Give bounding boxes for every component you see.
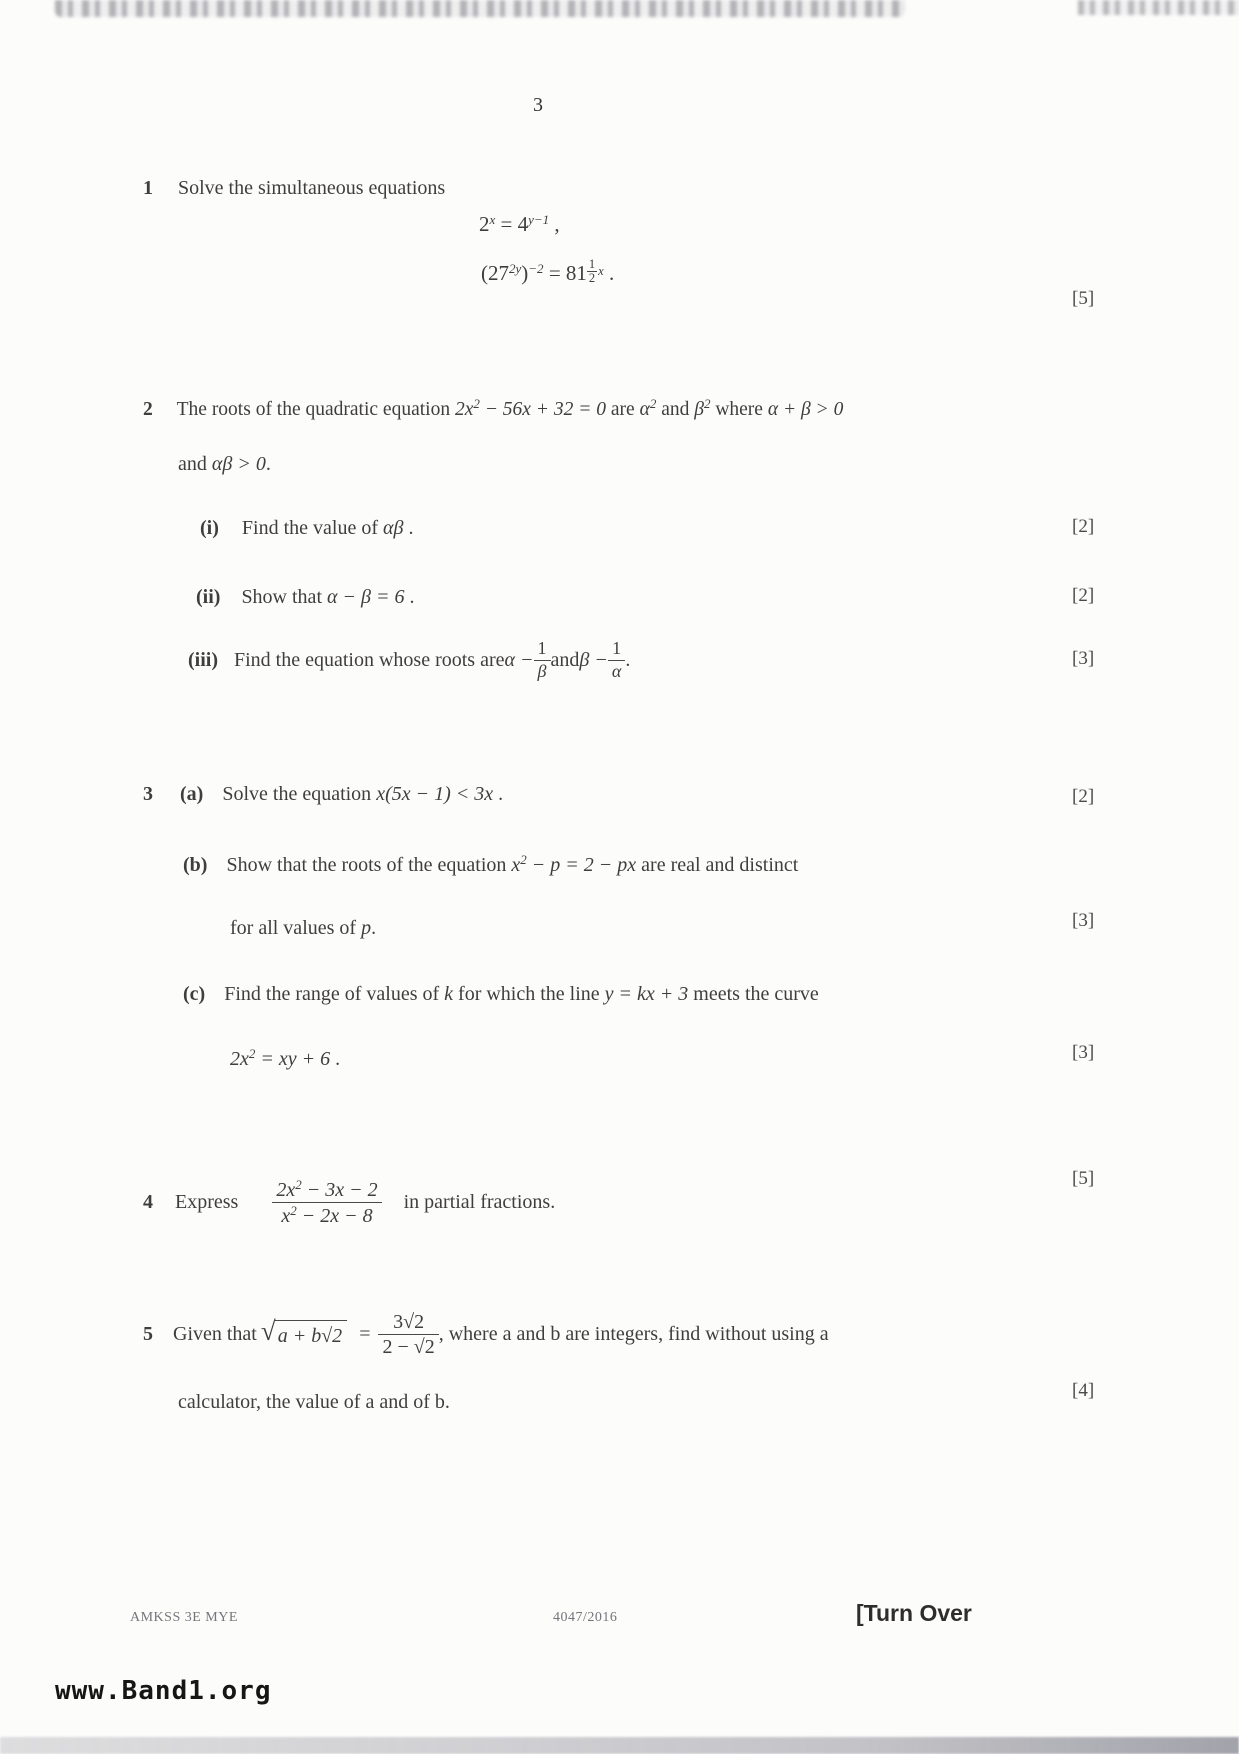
math-sup: y−1: [528, 212, 550, 227]
q2-part-iii: [188, 632, 630, 688]
text: Find the value of: [241, 517, 383, 539]
math-sup: 2: [703, 396, 711, 411]
question-5: [143, 1298, 829, 1370]
text: for all values of: [230, 917, 362, 939]
math-sup: 2: [290, 1202, 297, 1218]
fraction-denominator: α: [608, 660, 625, 683]
q3-number: 3: [143, 783, 153, 805]
text: Solve the equation: [222, 783, 377, 805]
math-text: α −: [504, 649, 534, 671]
math-text: (27: [481, 261, 509, 285]
q3-b-label: (b): [183, 854, 208, 876]
q3-b-mark: [3]: [1072, 910, 1095, 931]
text: in partial fractions.: [403, 1191, 556, 1213]
text: Show that: [241, 586, 327, 608]
q3-b-line2: [230, 916, 376, 940]
text: and: [550, 649, 580, 671]
math-text: α + β > 0: [767, 399, 844, 420]
question-3-a: [143, 782, 503, 806]
math-text: − 3x − 2: [301, 1178, 378, 1201]
text: where: [710, 399, 768, 420]
text: .: [371, 917, 377, 939]
q2-ii-label: (ii): [196, 586, 221, 608]
math-sup: 2: [295, 1176, 302, 1192]
q2-i-text: [242, 517, 414, 539]
math-sup: 2: [473, 396, 480, 411]
text: are real and distinct: [636, 854, 799, 876]
q2-intro: [176, 396, 844, 420]
q3-b-text: [226, 854, 798, 876]
q5-mark: [4]: [1072, 1380, 1095, 1401]
text: , where a and b are integers, find without using a: [438, 1323, 829, 1345]
math-exponent-fraction: [587, 258, 604, 285]
math-fraction: [272, 1177, 381, 1228]
math-text: 2x: [454, 399, 474, 420]
math-fraction: [608, 638, 625, 682]
text: for which the line: [453, 983, 605, 1005]
text: Express: [175, 1191, 239, 1213]
math-text: x(5x − 1) < 3x: [376, 783, 494, 805]
fraction-denominator: 2 − √2: [378, 1334, 438, 1359]
math-text: α − β = 6: [327, 586, 405, 608]
q2-ii-text: [241, 586, 414, 608]
math-text: = xy + 6: [255, 1048, 331, 1070]
fraction-denominator: [272, 1202, 381, 1228]
math-text: β −: [579, 649, 608, 671]
q3-a-text: [222, 783, 503, 805]
page-number: 3: [533, 94, 543, 116]
fraction-numerator: 1: [588, 257, 596, 271]
q1-number: 1: [143, 177, 153, 199]
question-2-header: [143, 396, 843, 421]
watermark-url: www.Band1.org: [55, 1676, 272, 1706]
math-fraction: [534, 638, 551, 682]
text: .: [625, 649, 631, 671]
radicand: a + b√2: [274, 1320, 347, 1348]
footer-syllabus-code: 4047/2016: [553, 1610, 618, 1625]
fraction-numerator: 1: [537, 637, 547, 658]
text: are: [606, 399, 640, 420]
text: .: [404, 586, 415, 608]
math-sup: −2: [528, 261, 544, 276]
text: The roots of the quadratic equation: [176, 399, 455, 420]
scan-artifact-bottom: [0, 1737, 1239, 1754]
q4-mark: [5]: [1072, 1168, 1095, 1189]
q2-part-ii: [196, 585, 414, 609]
fraction-numerator: 3√2: [393, 1310, 425, 1333]
math-text: = 4: [495, 212, 529, 236]
math-text: =: [359, 1323, 371, 1345]
math-text: αβ > 0: [211, 453, 266, 475]
question-1-header: [143, 176, 445, 200]
math-sqrt: [260, 1316, 347, 1348]
text: Find the equation whose roots are: [234, 649, 505, 671]
fraction-denominator: β: [534, 660, 551, 683]
text: .: [493, 783, 504, 805]
fraction-numerator: [272, 1177, 381, 1202]
text: and: [656, 399, 695, 420]
math-sup: x: [489, 212, 496, 227]
text: .: [265, 453, 271, 475]
q2-iii-label: (iii): [188, 649, 218, 671]
text: .: [330, 1048, 341, 1070]
text: Show that the roots of the equation: [226, 854, 512, 876]
math-text: β: [694, 399, 704, 420]
q2-condition: [178, 452, 271, 476]
q5-number: 5: [143, 1323, 153, 1345]
q5-line2: calculator, the value of a and of b.: [178, 1391, 450, 1413]
q3-c-text: [224, 983, 819, 1005]
math-sup: 2: [248, 1046, 256, 1061]
text: Find the range of values of: [224, 983, 445, 1005]
math-text: − 56x + 32 = 0: [479, 399, 606, 420]
q3-c-curve: [230, 1046, 340, 1071]
math-text: 2x: [230, 1048, 249, 1070]
q2-ii-mark: [2]: [1072, 585, 1095, 606]
q2-i-mark: [2]: [1072, 516, 1095, 537]
math-text: = 81: [543, 261, 587, 285]
math-text: x: [281, 1204, 291, 1227]
math-text: .: [603, 261, 615, 285]
turn-over-label: [Turn Over: [856, 1600, 972, 1626]
q4-number: 4: [143, 1191, 153, 1213]
radical-symbol: √: [260, 1316, 276, 1347]
math-text: ): [521, 261, 529, 285]
q3-a-label: (a): [180, 783, 204, 805]
fraction-denominator: 2: [588, 271, 596, 286]
question-3-c: [183, 982, 819, 1006]
math-text: 2x: [276, 1178, 296, 1201]
q2-part-i: [200, 516, 413, 540]
math-text: α: [639, 399, 650, 420]
math-text: αβ: [382, 517, 404, 539]
q1-prompt: Solve the simultaneous equations: [178, 177, 446, 199]
q2-iii-mark: [3]: [1072, 648, 1095, 669]
q3-c-mark: [3]: [1072, 1042, 1095, 1063]
q1-equation-1: [479, 212, 560, 237]
math-sup: 2: [520, 852, 527, 867]
math-sup: 2: [649, 396, 657, 411]
math-text: x: [511, 854, 521, 876]
math-text: ,: [549, 212, 560, 236]
math-fraction: [378, 1310, 438, 1359]
q3-c-label: (c): [183, 983, 206, 1005]
math-text: − p = 2 − px: [526, 854, 637, 876]
fraction-numerator: 1: [612, 637, 622, 658]
math-text: − 2x − 8: [296, 1204, 373, 1227]
math-sup: x: [598, 264, 604, 279]
text: Given that: [173, 1323, 257, 1345]
q2-i-label: (i): [200, 517, 219, 539]
footer-paper-code: AMKSS 3E MYE: [130, 1610, 238, 1625]
text: .: [403, 517, 414, 539]
math-text: k: [444, 983, 454, 1005]
math-text: p: [361, 917, 372, 939]
q2-number: 2: [143, 399, 153, 420]
math-text: 2: [479, 212, 490, 236]
question-3-b: [183, 852, 798, 877]
question-4: [143, 1166, 555, 1238]
q1-equation-2: [481, 258, 614, 286]
q3-a-mark: [2]: [1072, 786, 1095, 807]
text: meets the curve: [688, 983, 819, 1005]
text: and: [178, 453, 212, 475]
math-text: y = kx + 3: [604, 983, 689, 1005]
math-sup: 2y: [509, 261, 522, 276]
q1-mark: [5]: [1072, 288, 1095, 309]
